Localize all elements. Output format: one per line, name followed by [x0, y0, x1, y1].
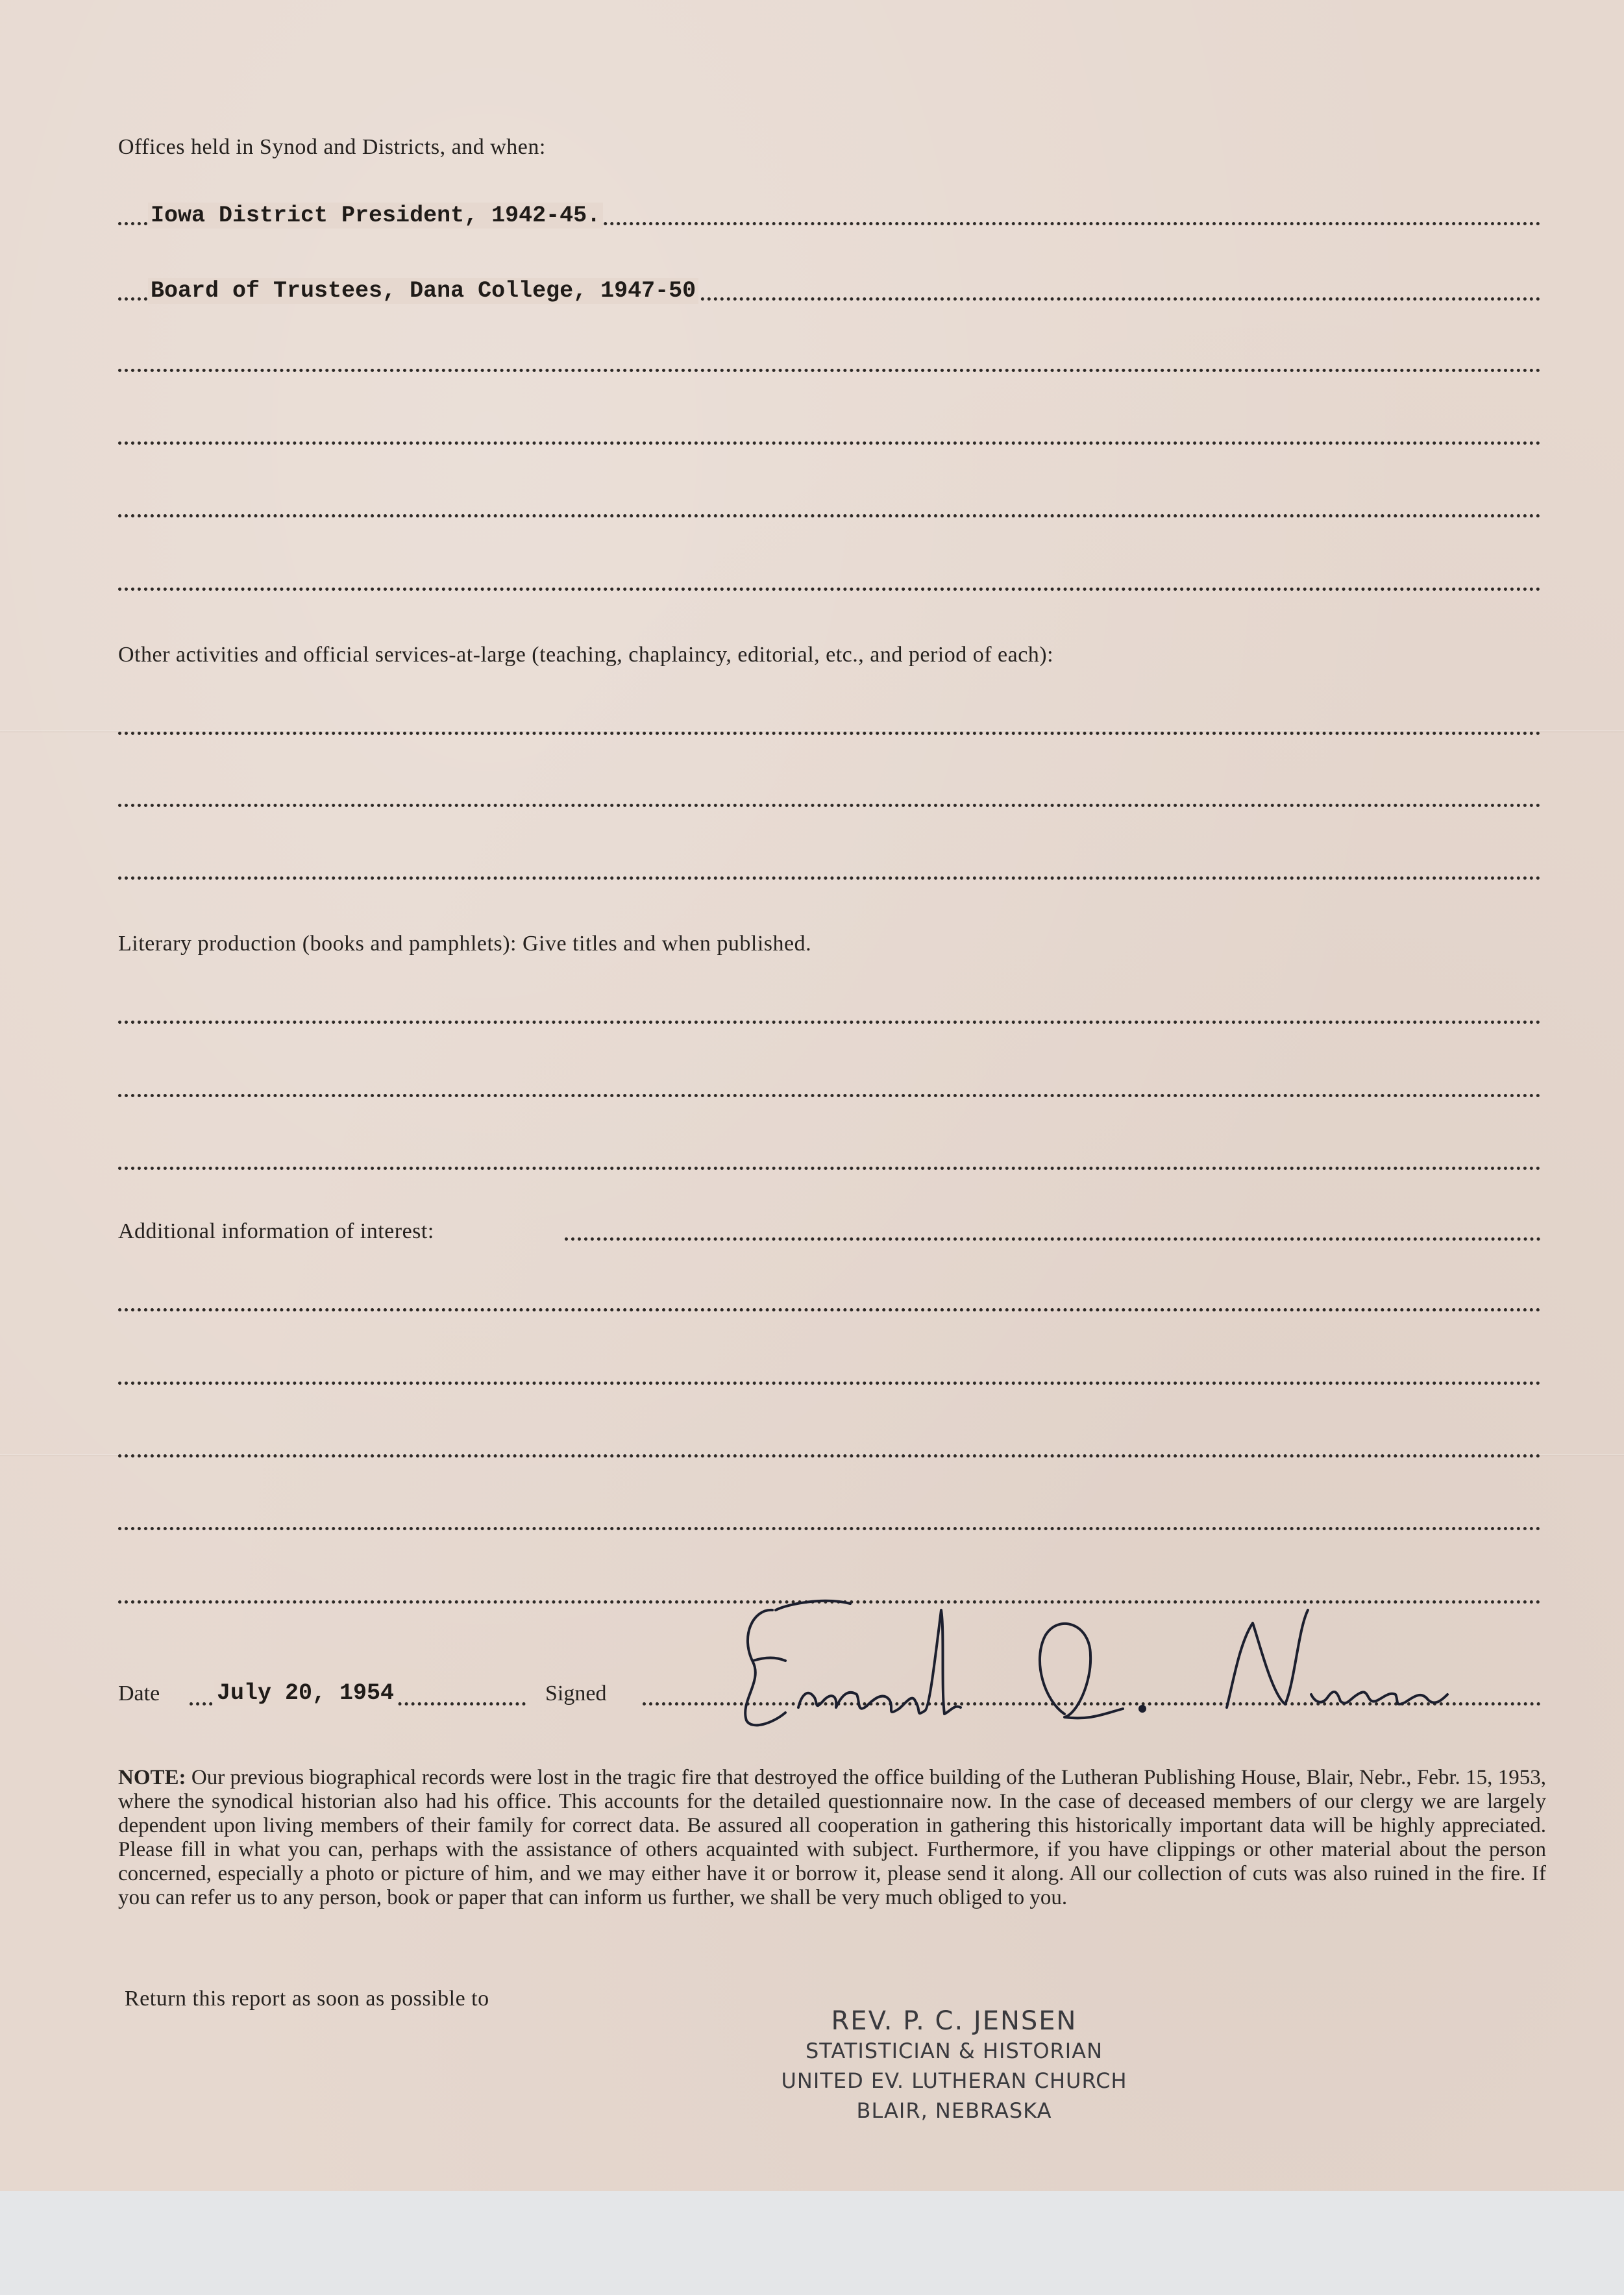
note-paragraph [118, 1766, 1546, 1910]
additional-line-2 [118, 1382, 1541, 1385]
note-heading: NOTE: [118, 1766, 186, 1789]
literary-line-1 [118, 1021, 1541, 1024]
offices-line-6 [118, 588, 1541, 591]
activities-line-2 [118, 804, 1541, 807]
literary-line-3 [118, 1167, 1541, 1170]
office-entry-2: Board of Trustees, Dana College, 1947-50 [148, 278, 698, 304]
offices-line-5 [118, 514, 1541, 517]
activities-label: Other activities and official services-at-large (teaching, chaplaincy, editorial, etc., and period of each): [118, 643, 1054, 667]
stamp-title: STATISTICIAN & HISTORIAN [805, 2039, 1103, 2063]
date-label: Date [118, 1681, 160, 1706]
signed-label: Signed [545, 1681, 607, 1706]
additional-line-3 [118, 1454, 1541, 1458]
additional-line-1 [118, 1308, 1541, 1311]
additional-line-inline [565, 1237, 1541, 1241]
activities-line-3 [118, 876, 1541, 880]
stamp-location: BLAIR, NEBRASKA [856, 2098, 1052, 2123]
offices-line-4 [118, 441, 1541, 445]
additional-line-4 [118, 1527, 1541, 1530]
stamp-organization: UNITED EV. LUTHERAN CHURCH [781, 2068, 1127, 2093]
offices-label: Offices held in Synod and Districts, and when: [118, 135, 546, 159]
return-label: Return this report as soon as possible to [125, 1987, 489, 2011]
literary-label: Literary production (books and pamphlets): Give titles and when published. [118, 932, 812, 956]
activities-line-1 [118, 732, 1541, 735]
date-value: July 20, 1954 [214, 1680, 397, 1706]
handwritten-signature [727, 1584, 1454, 1733]
stamp-name: REV. P. C. JENSEN [831, 2006, 1077, 2036]
offices-line-3 [118, 369, 1541, 372]
office-entry-1: Iowa District President, 1942-45. [148, 203, 603, 229]
address-stamp [759, 2006, 1149, 2126]
additional-label: Additional information of interest: [118, 1219, 434, 1243]
note-text: Our previous biographical records were lost in the tragic fire that destroyed the office building of the Lutheran Publishing House, Blair, Nebr., Febr. 15, 1953, where the synodical historian also had his office. This accounts for the detailed questionnaire now. In the case of deceased members of our clergy we are largely dependent upon living members of their family for correct data. Be assured all cooperation in gathering this historically important data will be highly appreciated. Please fill in what you can, perhaps with the assistance of others acquainted with subject. Furthermore, if you have clippings or other material about the person concerned, especially a photo or picture of him, and we may either have it or borrow it, please send it along. All our collection of cuts was also ruined in the fire. If you can refer us to any person, book or paper that can inform us further, we shall be very much obliged to you. [118, 1766, 1547, 1909]
literary-line-2 [118, 1094, 1541, 1097]
